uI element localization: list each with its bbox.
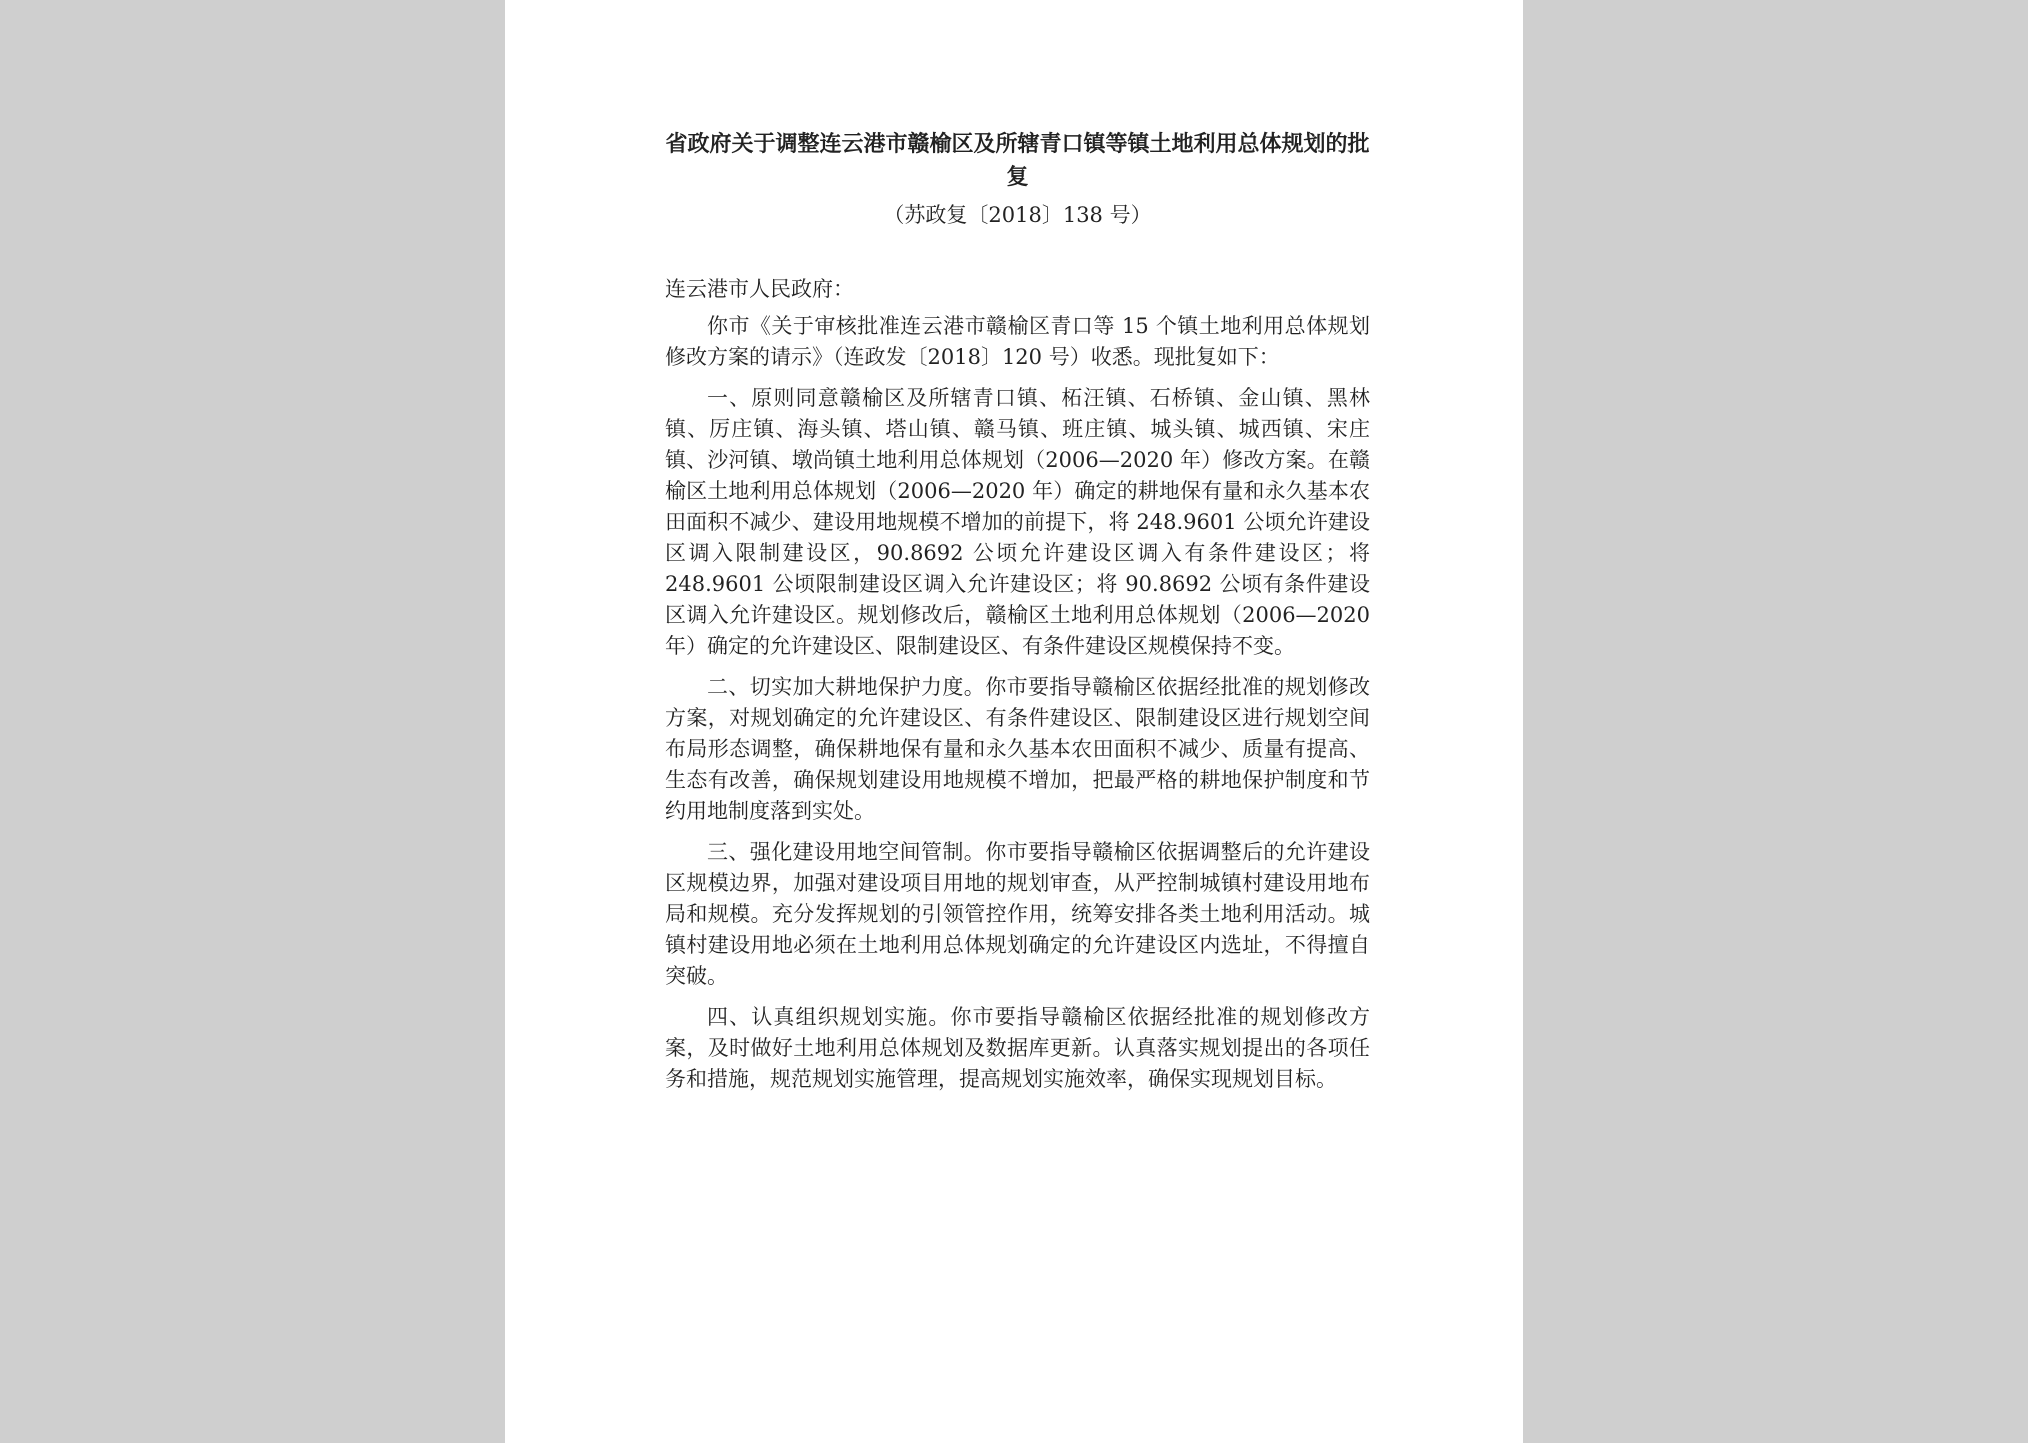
paragraph-item-1: 一、原则同意赣榆区及所辖青口镇、柘汪镇、石桥镇、金山镇、黑林镇、厉庄镇、海头镇、塔山镇、赣马镇、班庄镇、城头镇、城西镇、宋庄镇、沙河镇、墩尚镇土地利用总体规划（2006—2020 年）修改方案。在赣榆区土地利用总体规划（2006—2020 年）确定的耕地保有量和永久基本农田面积不减少、建设用地规模不增加的前提下，将 248.9601 公顷允许建设区调入限制建设区，90.8692 公顷允许建设区调入有条件建设区；将 248.9601 公顷限制建设区调入允许建设区；将 90.8692 公顷有条件建设区调入允许建设区。规划修改后，赣榆区土地利用总体规划（2006—2020 年）确定的允许建设区、限制建设区、有条件建设区规模保持不变。 (665, 386, 1370, 658)
document-title: 省政府关于调整连云港市赣榆区及所辖青口镇等镇土地利用总体规划的批复 (665, 132, 1370, 190)
document-content (665, 128, 1370, 1105)
document-page (505, 0, 1523, 1443)
paragraph-item-4: 四、认真组织规划实施。你市要指导赣榆区依据经批准的规划修改方案，及时做好土地利用总体规划及数据库更新。认真落实规划提出的各项任务和措施，规范规划实施管理，提高规划实施效率，确保实现规划目标。 (665, 1005, 1370, 1091)
paragraph-intro: 你市《关于审核批准连云港市赣榆区青口等 15 个镇土地利用总体规划修改方案的请示》（连政发〔2018〕120 号）收悉。现批复如下： (665, 314, 1370, 369)
paragraph-item-2: 二、切实加大耕地保护力度。你市要指导赣榆区依据经批准的规划修改方案，对规划确定的允许建设区、有条件建设区、限制建设区进行规划空间布局形态调整，确保耕地保有量和永久基本农田面积不减少、质量有提高、生态有改善，确保规划建设用地规模不增加，把最严格的耕地保护制度和节约用地制度落到实处。 (665, 675, 1370, 823)
document-number: （苏政复〔2018〕138 号） (883, 203, 1152, 227)
paragraph-item-3: 三、强化建设用地空间管制。你市要指导赣榆区依据调整后的允许建设区规模边界，加强对建设项目用地的规划审查，从严控制城镇村建设用地布局和规模。充分发挥规划的引领管控作用，统筹安排各类土地利用活动。城镇村建设用地必须在土地利用总体规划确定的允许建设区内选址，不得擅自突破。 (665, 840, 1370, 988)
salutation: 连云港市人民政府： (665, 277, 854, 301)
